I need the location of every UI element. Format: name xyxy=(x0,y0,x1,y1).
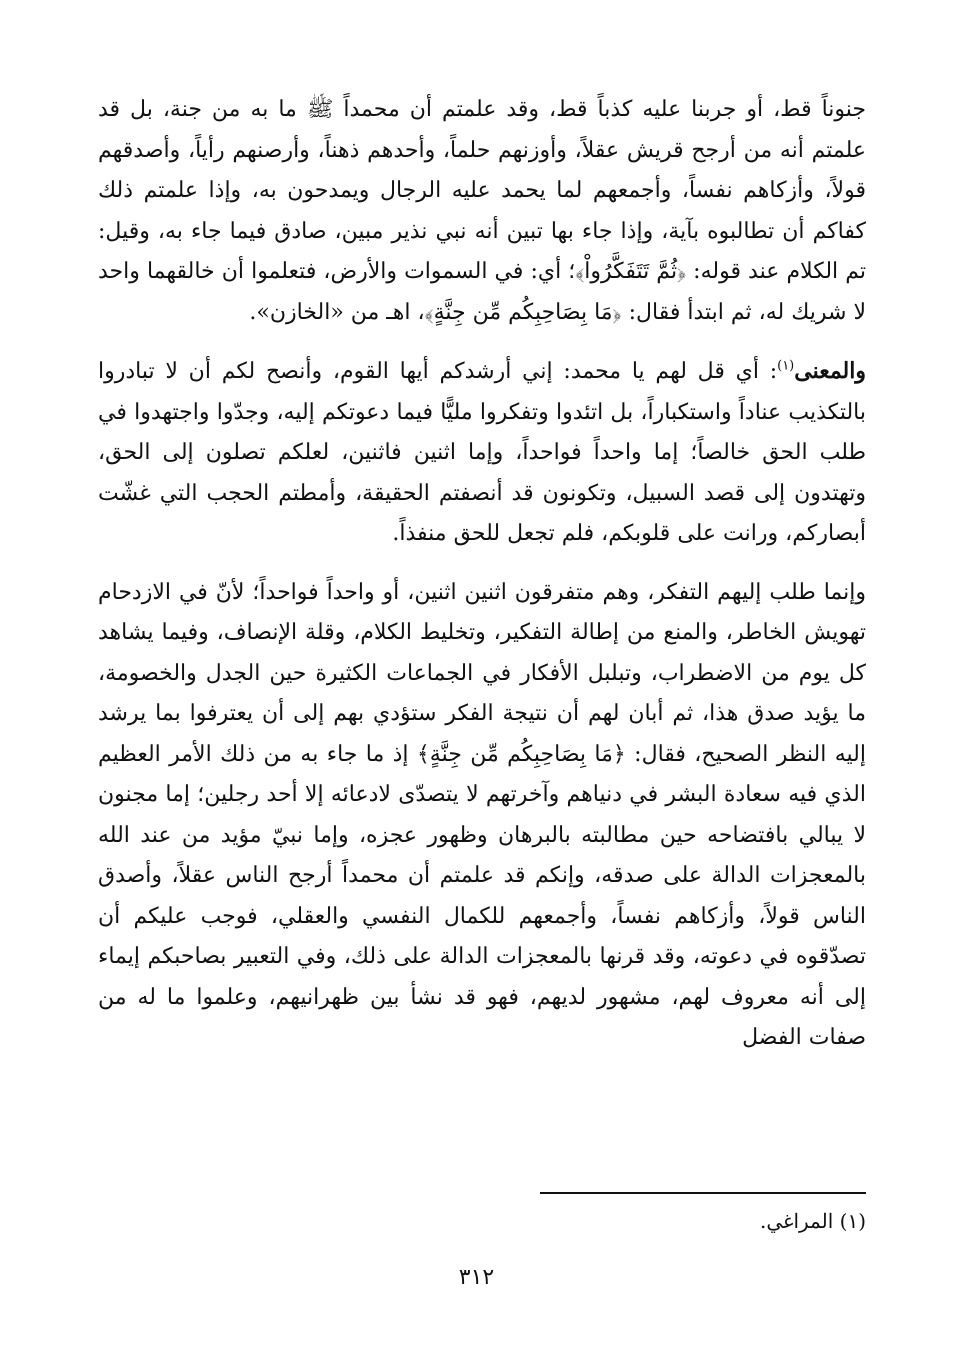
footnote-reference[interactable]: (١) xyxy=(777,358,795,374)
footnote xyxy=(760,1205,866,1237)
page-number: ٣١٢ xyxy=(458,1265,495,1290)
paragraph-2-text: : أي قل لهم يا محمد: إني أرشدكم أيها القوم، وأنصح لكم أن لا تبادروا بالتكذيب عناداً واستكباراً، بل اتئدوا وتفكروا مليًّا فيما دعوتكم إليه، وجدّوا واجتهدوا في طلب الحق خالصاً؛ إما واحداً فواحداً، وإما اثنين فاثنين، لعلكم تصلون إلى الحق، وتهتدون إلى قصد السبيل، وتكونون قد أنصفتم الحقيقة، وأمطتم الحجب التي غشّت أبصاركم، ورانت على قلوبكم، فلم تجعل للحق منفذاً. xyxy=(98,359,866,546)
paragraph-3: وإنما طلب إليهم التفكر، وهم متفرقون اثنين اثنين، أو واحداً فواحداً؛ لأنّ في الازدحام تهويش الخاطر، والمنع من إطالة التفكير، وتخليط الكلام، وقلة الإنصاف، وفيما يشاهد كل يوم من الاضطراب، وتبلبل الأفكار في الجماعات الكثيرة حين الجدل والخصومة، ما يؤيد صدق هذا، ثم أبان لهم أن نتيجة الفكر ستؤدي بهم إلى أن يعترفوا بما يرشد إليه النظر الصحيح، فقال: ﴿مَا بِصَاحِبِكُم مِّن جِنَّةٍ﴾ إذ ما جاء به من ذلك الأمر العظيم الذي فيه سعادة البشر في دنياهم وآخرتهم لا يتصدّى لادعائه إلا أحد رجلين؛ إما مجنون لا يبالي بافتضاحه حين مطالبته بالبرهان وظهور عجزه، وإما نبيّ مؤيد من عند الله بالمعجزات الدالة على صدقه، وإنكم قد علمتم أن محمداً أرجح الناس عقلاً، وأصدق الناس قولاً، وأزكاهم نفساً، وأجمعهم للكمال النفسي والعقلي، فوجب عليكم أن تصدّقوه في دعوته، وقد قرنها بالمعجزات الدالة على ذلك، وفي التعبير بصاحبكم إيماء إلى أنه معروف لهم، مشهور لديهم، فهو قد نشأ بين ظهرانيهم، وعلموا ما له من صفات الفضل xyxy=(98,579,866,1050)
paragraph-1: جنوناً قط، أو جربنا عليه كذباً قط، وقد علمتم أن محمداً ﷺ ما به من جنة، بل قد علمتم أنه من أرجح قريش عقلاً، وأوزنهم حلماً، وأحدهم ذهناً، وأرصنهم رأياً، وأصدقهم قولاً، وأزكاهم نفساً، وأجمعهم لما يحمد عليه الرجال ويمدحون به، وإذا علمتم ذلك كفاكم أن تطالبوه بآية، وإذا جاء بها تبين أنه نبي نذير مبين، صادق فيما جاء به، وقيل: تم الكلام عند قوله: ﴿ثُمَّ تَتَفَكَّرُواْ﴾؛ أي: في السموات والأرض، فتعلموا أن خالقهما واحد لا شريك له، ثم ابتدأ فقال: ﴿مَا بِصَاحِبِكُم مِّن جِنَّةٍ﴾، اهـ من «الخازن». xyxy=(98,97,866,325)
page-body xyxy=(98,90,866,1059)
paragraph-2 xyxy=(98,351,866,555)
footnote-marker: (١) xyxy=(839,1209,866,1233)
footnote-text: المراغي. xyxy=(759,1209,834,1233)
paragraph-2-lead: والمعنى xyxy=(794,358,866,384)
footnote-divider xyxy=(540,1192,866,1194)
